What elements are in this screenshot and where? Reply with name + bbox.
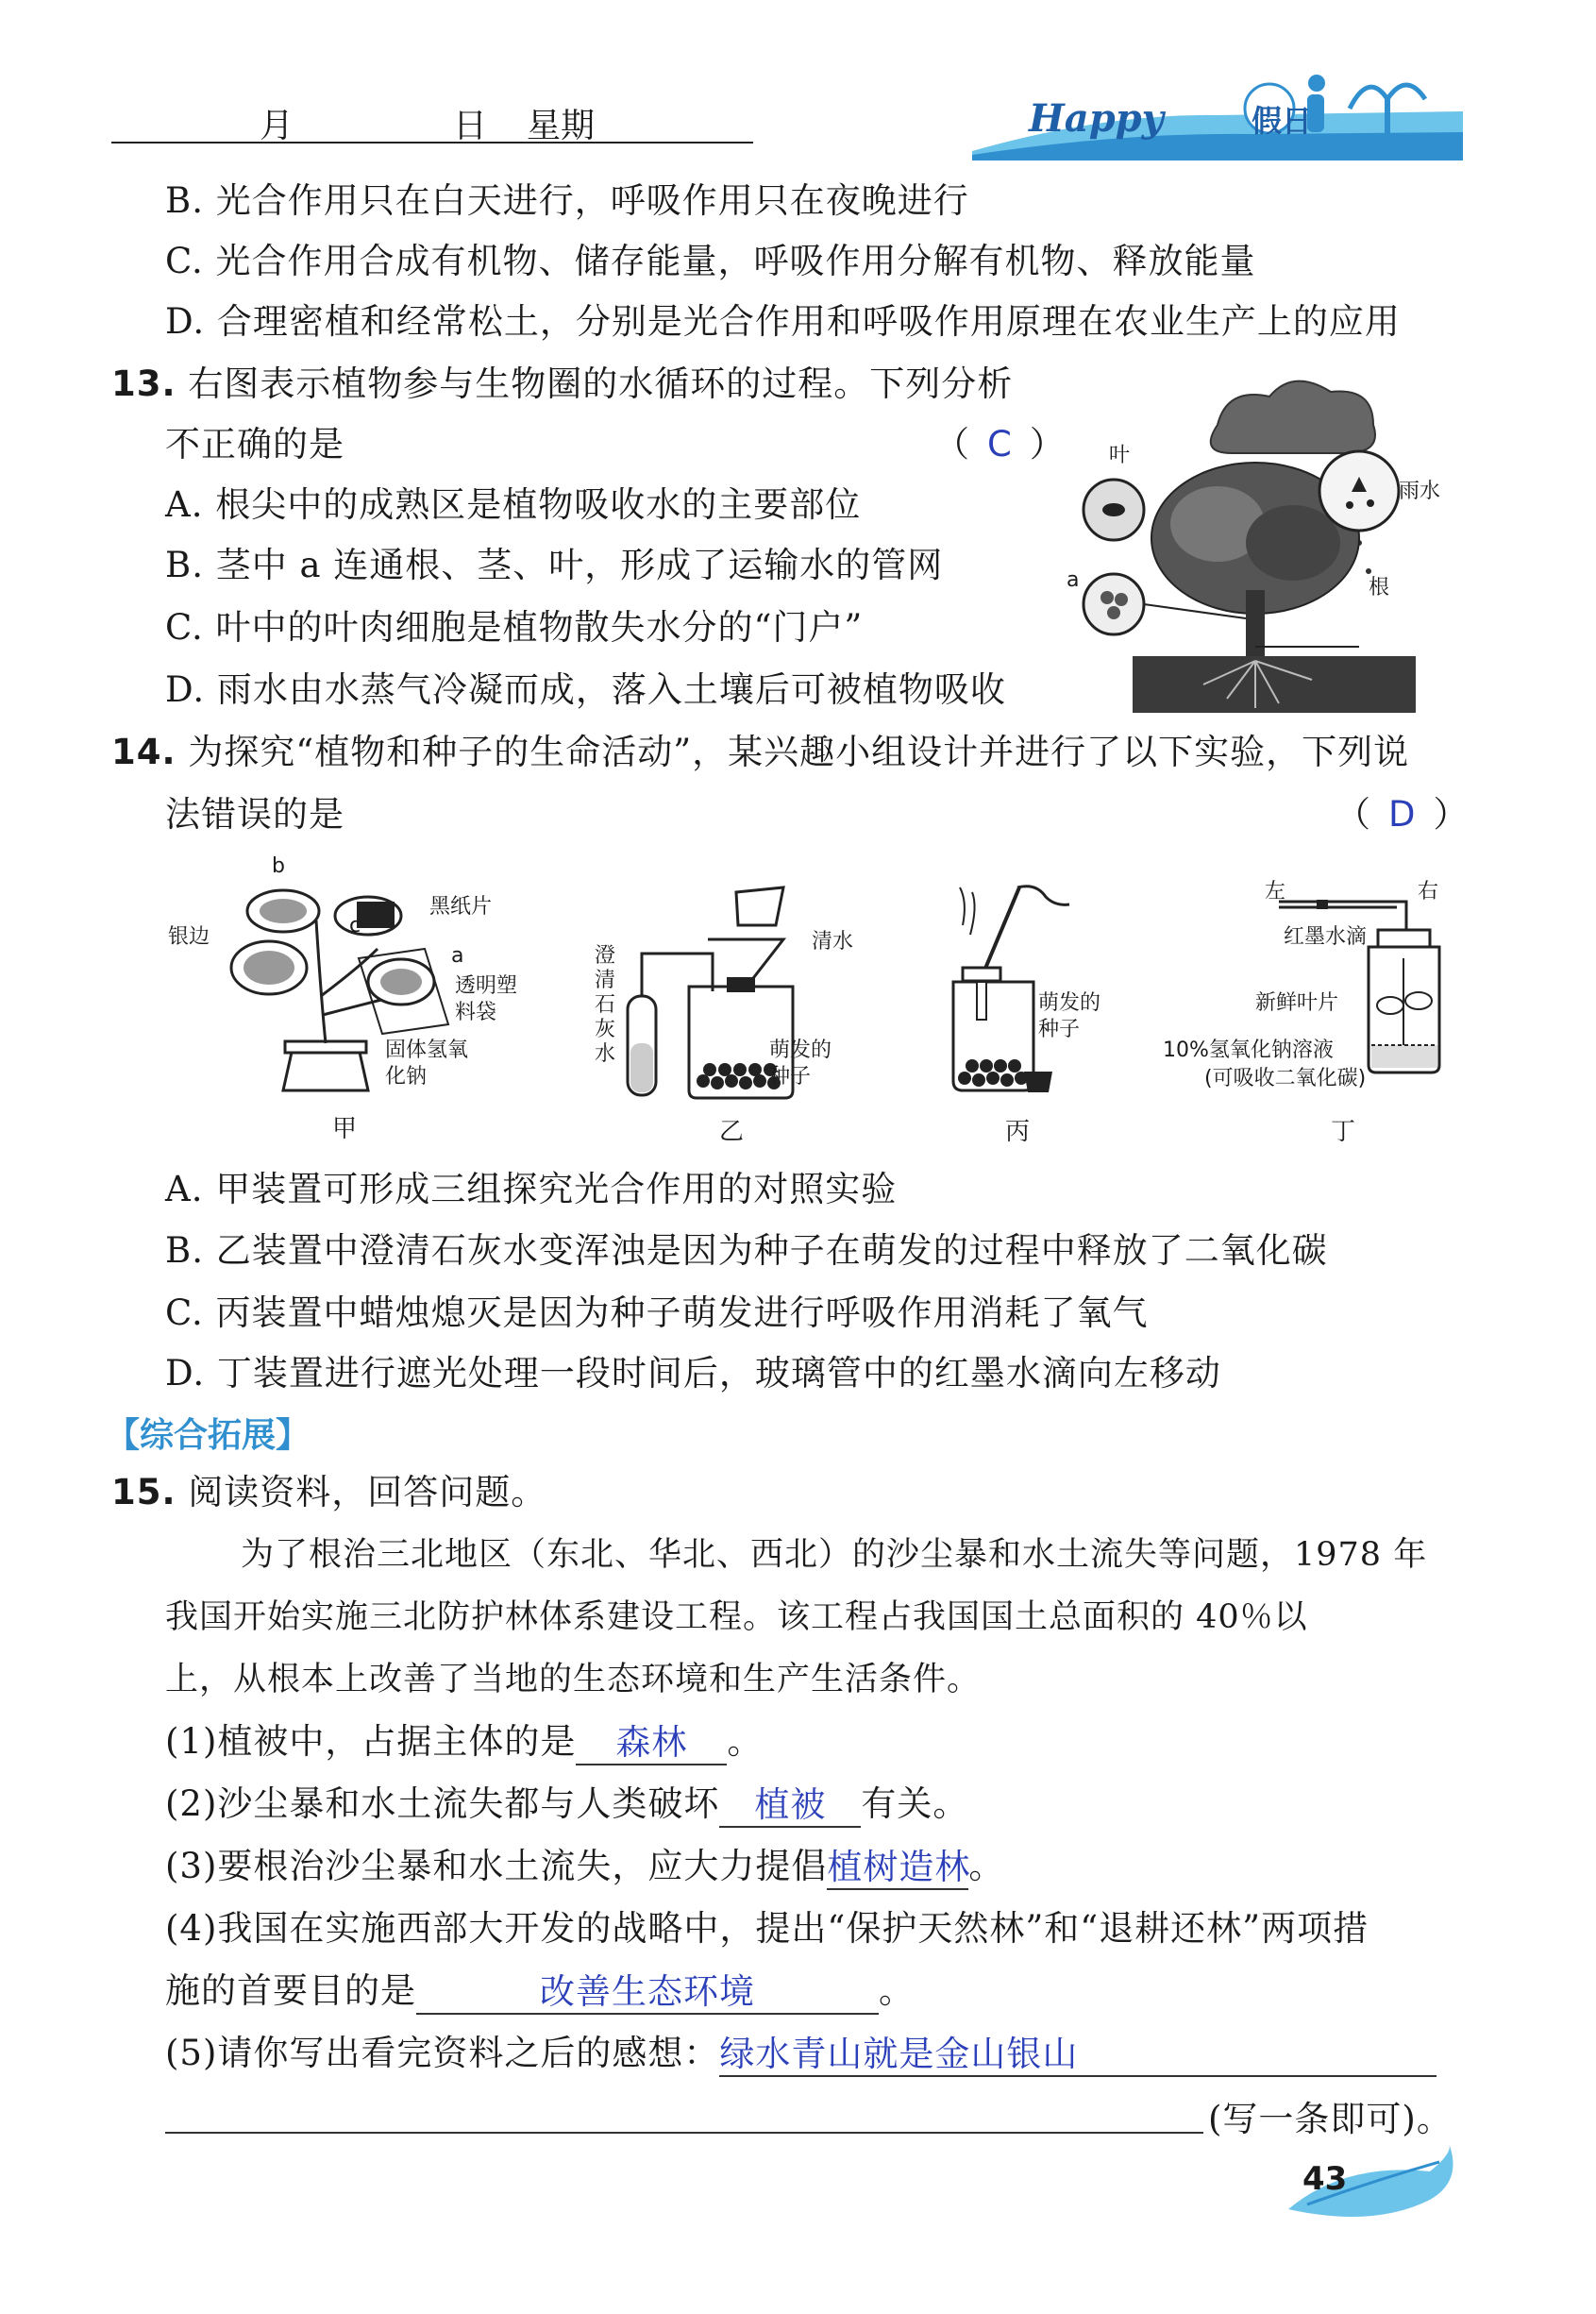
fig-jia-caption: 甲 — [332, 1115, 358, 1143]
q13-answer-bracket: （ C ） — [934, 424, 1066, 464]
fig-ding-solution: 10%氢氧化钠溶液 — [1163, 1039, 1334, 1062]
fig13-root-label: 根 — [1369, 576, 1390, 600]
q13-number: 13. — [111, 363, 176, 404]
q14-option-c: C. 丙装置中蜡烛熄灭是因为种子萌发进行呼吸作用消耗了氧气 — [165, 1292, 1149, 1333]
header-month: 月 — [260, 107, 294, 145]
fig-bing-seeds-2: 种子 — [1038, 1018, 1081, 1041]
fig-ding-right: 右 — [1418, 880, 1439, 904]
q15-sub4-answer: 改善生态环境 — [416, 1971, 879, 2015]
q13-option-a: A. 根尖中的成熟区是植物吸收水的主要部位 — [165, 484, 862, 525]
q15-stem: 阅读资料，回答问题。 — [188, 1472, 547, 1512]
q13-answer: C — [987, 424, 1013, 464]
q15-sub3: (3)要根治沙尘暴和水土流失，应大力提倡植树造林。 — [165, 1843, 1004, 1890]
fig-jia-naoh-1: 固体氢氧 — [385, 1039, 469, 1062]
fig-yi-seeds-2: 种子 — [769, 1065, 812, 1089]
fig-ding-ink: 红墨水滴 — [1284, 925, 1368, 949]
q15-sub4-line2: 施的首要目的是 改善生态环境 。 — [165, 1968, 915, 2015]
q12-option-d: D. 合理密植和经常松土，分别是光合作用和呼吸作用原理在农业生产上的应用 — [165, 301, 1401, 342]
fig-jia-label-b: b — [272, 854, 285, 878]
water-cycle-figure — [1076, 373, 1435, 713]
q13-option-c: C. 叶中的叶肉细胞是植物散失水分的“门户” — [165, 607, 864, 648]
q15-sub1: (1)植被中，占据主体的是 森林 。 — [165, 1718, 763, 1765]
q15-sub2-answer: 植被 — [719, 1784, 861, 1828]
q15-number: 15. — [111, 1472, 176, 1512]
q15-sub1-answer: 森林 — [576, 1722, 727, 1765]
fig-yi-water: 清水 — [812, 930, 854, 954]
q13-option-b: B. 茎中 a 连通根、茎、叶，形成了运输水的管网 — [165, 545, 944, 585]
fig-bing-caption: 丙 — [1005, 1118, 1031, 1146]
fig-yi-limewater: 澄 清 石 灰 水 — [595, 944, 616, 1066]
q15-para-line3: 上，从根本上改善了当地的生态环境和生产生活条件。 — [165, 1661, 982, 1698]
fig-ding-leaf: 新鲜叶片 — [1255, 991, 1339, 1015]
brand-holiday: 假日 — [1252, 103, 1313, 139]
fig-jia-plastic-bag-2: 料袋 — [455, 1001, 497, 1024]
q14-answer: D — [1388, 794, 1417, 835]
fig-bing-jar — [934, 878, 1076, 1095]
brand-happy: Happy — [1029, 96, 1164, 141]
fig13-a-label: a — [1067, 568, 1080, 592]
fig-jia-silver-edge: 银边 — [168, 925, 210, 949]
q15-para-line1: 为了根治三北地区（东北、华北、西北）的沙尘暴和水土流失等问题，1978 年 — [241, 1536, 1428, 1574]
fig-ding-caption: 丁 — [1331, 1118, 1356, 1146]
page-number: 43 — [1302, 2160, 1348, 2198]
q14-option-a: A. 甲装置可形成三组探究光合作用的对照实验 — [165, 1169, 898, 1209]
q15-para-line2: 我国开始实施三北防护林体系建设工程。该工程占我国国土总面积的 40％以 — [165, 1598, 1308, 1636]
q15-sub3-answer: 植树造林 — [827, 1847, 968, 1890]
q14-number: 14. — [111, 732, 176, 772]
q15-sub5: (5)请你写出看完资料之后的感想：绿水青山就是金山银山 — [165, 2030, 1436, 2077]
q15-sub5-answer: 绿水青山就是金山银山 — [719, 2034, 1436, 2077]
q13-stem-line2: 不正确的是 — [165, 424, 344, 464]
header-day: 日 — [453, 107, 488, 145]
fig13-rain-label: 雨水 — [1399, 480, 1441, 503]
fig-yi-seeds-1: 萌发的 — [769, 1039, 832, 1062]
fig-jia-black-paper: 黑纸片 — [429, 895, 493, 919]
header-weekday: 星期 — [527, 107, 596, 145]
q13-option-d: D. 雨水由水蒸气冷凝而成，落入土壤后可被植物吸收 — [165, 669, 1006, 710]
q14-stem-line2: 法错误的是 — [165, 794, 344, 835]
q12-option-b: B. 光合作用只在白天进行，呼吸作用只在夜晚进行 — [165, 180, 969, 221]
fig13-leaf-label: 叶 — [1109, 444, 1131, 467]
q15-sub5-blank-line — [165, 2132, 1203, 2134]
fig-jia-label-c: c — [349, 914, 361, 937]
header-rule — [111, 142, 753, 144]
q14-option-d: D. 丁装置进行遮光处理一段时间后，玻璃管中的红墨水滴向左移动 — [165, 1353, 1221, 1393]
q13-stem-line1: 右图表示植物参与生物圈的水循环的过程。下列分析 — [188, 363, 1014, 404]
section-heading: 【综合拓展】 — [106, 1416, 311, 1455]
fig-yi-caption: 乙 — [719, 1118, 745, 1146]
fig-bing-seeds-1: 萌发的 — [1038, 991, 1101, 1015]
q15-sub2: (2)沙尘暴和水土流失都与人类破坏 植被 有关。 — [165, 1781, 968, 1828]
q15-sub5-note: (写一条即可)。 — [1208, 2099, 1453, 2139]
fig-ding-solution-note: (可吸收二氧化碳) — [1204, 1067, 1367, 1090]
fig-jia-naoh-2: 化钠 — [385, 1065, 428, 1089]
fig-bing-lid — [1019, 1067, 1057, 1095]
fig-jia-plastic-bag-1: 透明塑 — [455, 974, 518, 998]
q12-option-c: C. 光合作用合成有机物、储存能量，呼吸作用分解有机物、释放能量 — [165, 241, 1256, 281]
q15-sub4-line1: (4)我国在实施西部大开发的战略中，提出“保护天然林”和“退耕还林”两项措 — [165, 1908, 1369, 1949]
q14-answer-bracket: （ D ） — [1336, 794, 1470, 835]
q14-stem-line1: 为探究“植物和种子的生命活动”，某兴趣小组设计并进行了以下实验，下列说 — [188, 732, 1410, 772]
fig-jia-label-a: a — [451, 944, 464, 968]
fig-ding-left: 左 — [1265, 880, 1286, 904]
q14-option-b: B. 乙装置中澄清石灰水变浑浊是因为种子在萌发的过程中释放了二氧化碳 — [165, 1230, 1328, 1271]
